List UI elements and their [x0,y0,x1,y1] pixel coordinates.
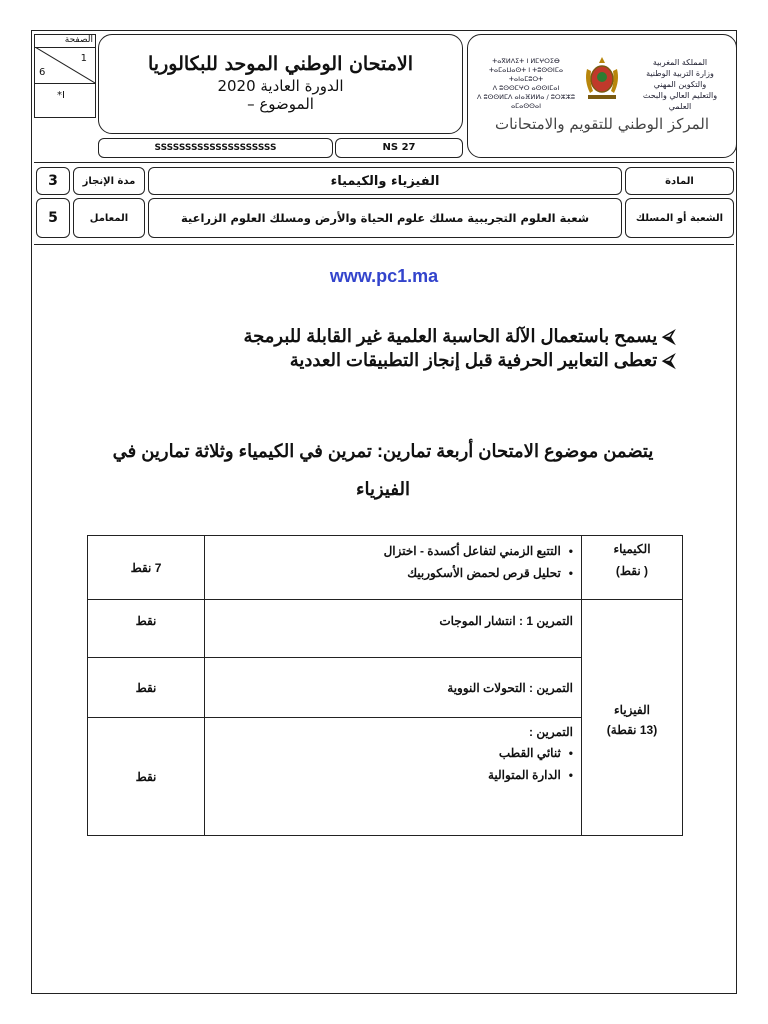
physics-ex3-cell: التمرين : • ثنائي القطب • الدارة المتوالية [205,718,582,836]
list-item: • الدارة المتوالية [213,764,573,786]
coefficient-value: 5 [36,198,70,238]
exam-title-box [98,34,463,134]
duration-label: مدة الإنجاز [73,167,145,195]
subject-label: المادة [625,167,734,195]
physics-subject-cell: الفيزياء (13 نقطة) [582,600,683,836]
ministry-arabic: المملكة المغربية وزارة التربية الوطنية والتكوين المهني والتعليم العالي والبحث العلمي [642,58,718,111]
instruction-arrow-icon: ⮘ [662,350,675,370]
ministry-logo-box [467,34,737,158]
chemistry-items-cell [205,536,582,600]
physics-ex3-points: نقط [88,718,205,836]
header-divider [34,162,734,163]
chemistry-subject-cell: الكيمياء ( نقط) [582,536,683,600]
page-code: *I [57,90,65,101]
exam-subject-line: الموضوع – [247,95,314,113]
table-row [88,600,683,658]
subject-value: الفيزياء والكيمياء [148,167,622,195]
branch-label: الشعبة أو المسلك [625,198,734,238]
physics-ex2-cell: التمرين : التحولات النووية [205,658,582,718]
instruction-expressions: ⮘ تعطى التعابير الحرفية قبل إنجاز التطبيقات العددية [289,350,675,370]
instruction-arrow-icon: ⮘ [662,326,675,346]
table-row [88,536,683,600]
chemistry-points-cell: 7 نقط [88,536,205,600]
candidate-code-field: SSSSSSSSSSSSSSSSSSSS [98,138,333,158]
coefficient-label: المعامل [73,198,145,238]
page-number-box [34,34,96,118]
page-current: 1 [80,53,87,64]
exam-center-name: المركز الوطني للتقويم والامتحانات [494,115,710,133]
exam-title: الامتحان الوطني الموحد للبكالوريا [148,53,413,75]
contents-description-line1: يتضمن موضوع الامتحان أربعة تمارين: تمرين في الكيمياء وثلاثة تمارين في [112,441,654,461]
kingdom-emblem-icon [582,55,622,101]
page-total: 6 [39,67,46,78]
website-link[interactable]: www.pc1.ma [329,266,439,286]
exam-session: الدورة العادية 2020 [217,77,344,95]
physics-ex1-points: نقط [88,600,205,658]
list-item: • ثنائي القطب [213,742,573,764]
ns-code: NS 27 [335,138,463,158]
contents-description-line2: الفيزياء [356,479,410,499]
physics-ex1-cell: التمرين 1 : انتشار الموجات [205,600,582,658]
ministry-tifinagh: ⵜⴰⴳⵍⴷⵉⵜ ⵏ ⵍⵎⵖⵔⵉⴱ ⵜⴰⵎⴰⵡⴰⵙⵜ ⵏ ⵜⵓⵙⵙⵏⵎⴰ ⵜⴰⵏⴰⵎⵓⵔⵜ ⴷ ⵓⵙⵙⵎⵖⵔ ⴰⵙⵙⵏⵎⴰⵏ ⴷ ⵓⵙⵙⵍⵎⴷ ⴰⵏⴰⴼⵍⵍⴰ / ⵓⵔⵣⵣⵓ ⴰⵎⴰⵙⵙⴰⵏ [476,57,576,110]
physics-ex2-points: نقط [88,658,205,718]
info-divider [34,244,734,245]
list-item: • تحليل قرص لحمض الأسكوربيك [213,562,573,584]
list-item: • التتبع الزمني لتفاعل أكسدة - اختزال [213,540,573,562]
instruction-calculator: ⮘ يسمح باستعمال الآلة الحاسبة العلمية غير القابلة للبرمجة [243,326,675,346]
exam-structure-table [87,535,683,836]
branch-value: شعبة العلوم التجريبية مسلك علوم الحياة والأرض ومسلك العلوم الزراعية [148,198,622,238]
page-label: الصفحة [64,35,93,45]
duration-value: 3 [36,167,70,195]
